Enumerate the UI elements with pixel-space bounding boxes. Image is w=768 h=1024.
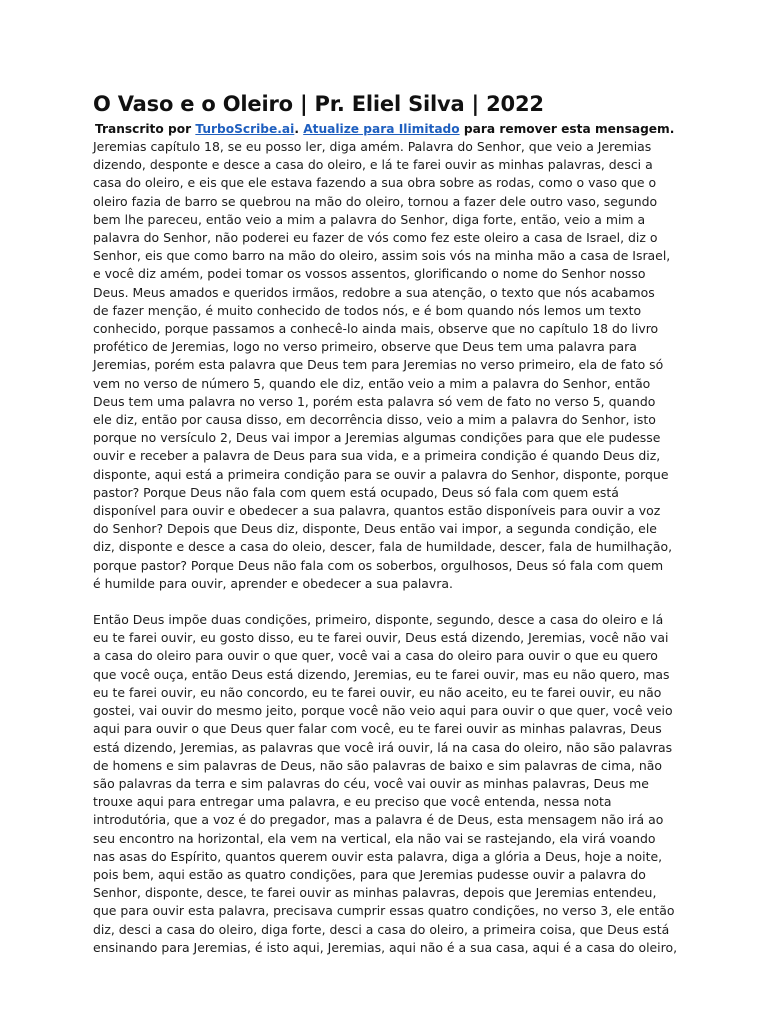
text-line: vem no verso de número 5, quando ele diz, então veio a mim a palavra do Senhor, então bbox=[93, 375, 651, 391]
text-line: a casa do oleiro para ouvir o que quer, você vai a casa do oleiro para ouvir o que eu quero bbox=[93, 648, 658, 664]
text-line: e você diz amém, podei tomar os vossos assentos, glorificando o nome do Senhor nosso bbox=[93, 266, 646, 282]
text-line: casa do oleiro, e eis que ele estava fazendo a sua obra sobre as rodas, como o vaso que o bbox=[93, 175, 657, 191]
text-line: Jeremias capítulo 18, se eu posso ler, diga amém. Palavra do Senhor, que veio a Jeremias bbox=[93, 139, 652, 154]
text-line: pastor? Porque Deus não fala com quem está ocupado, Deus só fala com quem está bbox=[93, 484, 619, 500]
text-line: pois bem, aqui estão as quatro condições, para que Jeremias pudesse ouvir a palavra do bbox=[93, 866, 646, 882]
text-line: bem lhe pareceu, então veio a mim a palavra do Senhor, diga forte, então, veio a mim a bbox=[93, 211, 646, 227]
text-line: Deus tem uma palavra no verso 1, porém esta palavra só vem de fato no verso 5, quando bbox=[93, 393, 656, 409]
upgrade-link[interactable]: Atualize para Ilimitado bbox=[303, 122, 460, 136]
text-line: Então Deus impõe duas condições, primeiro, disponte, segundo, desce a casa do oleiro e lá bbox=[93, 612, 664, 628]
text-line: dizendo, desponte e desce a casa do oleiro, e lá te farei ouvir as minhas palavras, desci a bbox=[93, 157, 653, 173]
text-line: Jeremias, porém esta palavra que Deus tem para Jeremias no verso primeiro, ela de fato só bbox=[93, 357, 664, 373]
notice-suffix: para remover esta mensagem. bbox=[459, 122, 675, 136]
text-line: aqui para ouvir o que Deus quer falar com você, eu te farei ouvir as minhas palavras, Deus bbox=[93, 721, 662, 737]
text-line: do Senhor? Depois que Deus diz, disponte, Deus então vai impor, a segunda condição, ele bbox=[93, 521, 657, 537]
text-line: disponte, aqui está a primeira condição para se ouvir a palavra do Senhor, disponte, porque bbox=[93, 466, 669, 482]
text-line: gostei, vai ouvir do mesmo jeito, porque você não veio aqui para ouvir o que quer, você veio bbox=[93, 703, 673, 719]
text-line: diz, desci a casa do oleiro, diga forte, desci a casa do oleiro, a primeira coisa, que Deus está bbox=[93, 921, 670, 937]
text-line: ensinando para Jeremias, é isto aqui, Jeremias, aqui não é a sua casa, aqui é a casa do oleiro, bbox=[93, 939, 678, 955]
text-line: eu te farei ouvir, eu gosto disso, eu te farei ouvir, Deus está dizendo, Jeremias, você não vai bbox=[93, 630, 669, 646]
text-line: é humilde para ouvir, aprender e obedecer a sua palavra. bbox=[93, 575, 453, 591]
text-line: introdutória, que a voz é do pregador, mas a palavra é de Deus, esta mensagem não irá ao bbox=[93, 812, 664, 828]
text-line: diz, disponte e desce a casa do oleio, descer, fala de humildade, descer, fala de humilhação, bbox=[93, 539, 673, 555]
notice-prefix: Transcrito por bbox=[95, 122, 196, 136]
text-line: trouxe aqui para entregar uma palavra, e eu preciso que você entenda, nessa nota bbox=[93, 794, 612, 810]
text-line: eu te farei ouvir, eu não concordo, eu te farei ouvir, eu não aceito, eu te farei ouvir, eu não bbox=[93, 684, 662, 700]
text-line: profético de Jeremias, logo no verso primeiro, observe que Deus tem uma palavra para bbox=[93, 339, 637, 355]
paragraph-spacer bbox=[93, 593, 683, 611]
text-line: de homens e sim palavras de Deus, não são palavras de baixo e sim palavras de cima, não bbox=[93, 757, 662, 773]
document-page bbox=[93, 88, 683, 957]
text-line: seu encontro na horizontal, ela vem na vertical, ela não vai se rastejando, ela virá voando bbox=[93, 830, 656, 846]
text-line: palavra do Senhor, não poderei eu fazer de vós como fez este oleiro a casa de Israel, diz o bbox=[93, 230, 658, 246]
text-line: ele diz, então por causa disso, em decorrência disso, veio a mim a palavra do Senhor, isto bbox=[93, 412, 656, 428]
paragraph-1 bbox=[93, 138, 683, 593]
text-line: Senhor, disponte, desce, te farei ouvir as minhas palavras, depois que Jeremias entendeu, bbox=[93, 885, 657, 901]
text-line: que para ouvir esta palavra, precisava cumprir essas quatro condições, no verso 3, ele então bbox=[93, 903, 675, 919]
text-line: oleiro fazia de barro se quebrou na mão do oleiro, tornou a fazer dele outro vaso, segundo bbox=[93, 193, 658, 209]
text-line: ouvir e receber a palavra de Deus para sua vida, e a primeira condição é quando Deus diz, bbox=[93, 448, 661, 464]
text-line: que você ouça, então Deus está dizendo, Jeremias, eu te farei ouvir, mas eu não quero, mas bbox=[93, 666, 670, 682]
turboscribe-link[interactable]: TurboScribe.ai bbox=[195, 122, 295, 136]
text-line: são palavras da terra e sim palavras do céu, você vai ouvir as minhas palavras, Deus me bbox=[93, 775, 649, 791]
text-line: porque no versículo 2, Deus vai impor a Jeremias algumas condições para que ele pudesse bbox=[93, 430, 661, 446]
transcription-notice bbox=[95, 120, 683, 138]
text-line: conhecido, porque passamos a conhecê-lo ainda mais, observe que no capítulo 18 do livro bbox=[93, 321, 659, 337]
notice-separator: . bbox=[294, 122, 304, 136]
text-line: porque pastor? Porque Deus não fala com os soberbos, orgulhosos, Deus só fala com quem bbox=[93, 557, 664, 573]
text-line: Deus. Meus amados e queridos irmãos, redobre a sua atenção, o texto que nós acabamos bbox=[93, 284, 655, 300]
text-line: de fazer menção, é muito conhecido de todos nós, e é bom quando nós lemos um texto bbox=[93, 302, 642, 318]
paragraph-2 bbox=[93, 611, 683, 957]
text-line: Senhor, eis que como barro na mão do oleiro, assim sois vós na minha mão a casa de Israel, bbox=[93, 248, 671, 264]
document-title: O Vaso e o Oleiro | Pr. Eliel Silva | 2022 bbox=[93, 92, 544, 116]
text-line: está dizendo, Jeremias, as palavras que você irá ouvir, lá na casa do oleiro, não são palavras bbox=[93, 739, 673, 755]
text-line: disponível para ouvir e obedecer a sua palavra, quantos estão disponíveis para ouvir a voz bbox=[93, 503, 661, 519]
text-line: nas asas do Espírito, quantos querem ouvir esta palavra, diga a glória a Deus, hoje a noite, bbox=[93, 848, 663, 864]
